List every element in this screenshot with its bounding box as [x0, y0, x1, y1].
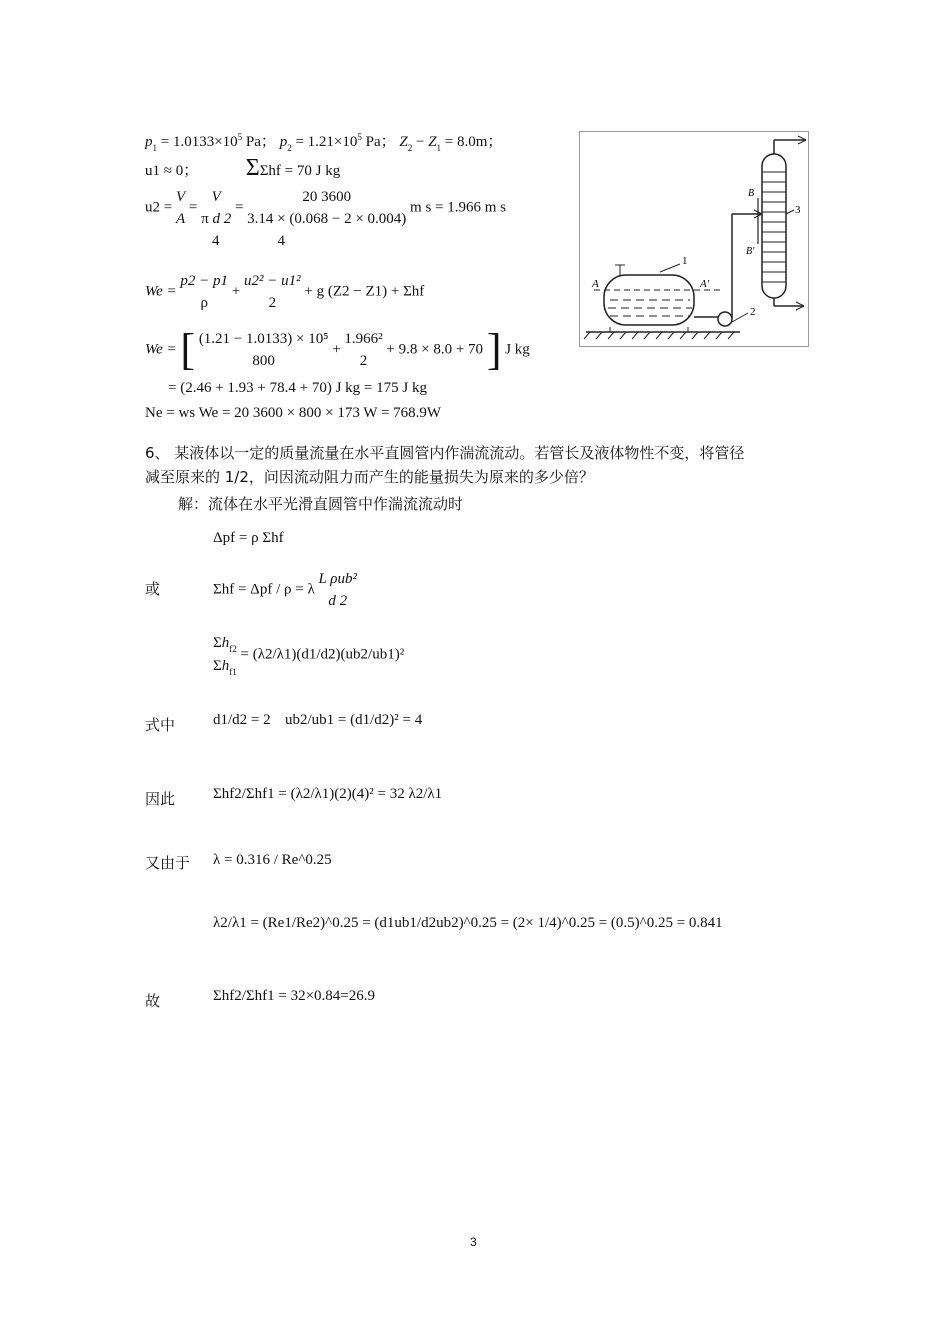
- q6-line2: 减至原来的 1/2，问因流动阻力而产生的能量损失为原来的多少倍？: [145, 468, 594, 486]
- thus-label: 因此: [145, 790, 176, 808]
- label-b: B: [748, 188, 755, 199]
- q6-solution-intro: 解：流体在水平光滑直圆管中作湍流流动时: [178, 495, 464, 513]
- ratio-equation: $\Sigma h_{f2}$ $\Sigma h_{f1}$ = (λ2/λ1)(d1/d2)(ub2/ub1)²: [213, 635, 405, 677]
- label-2: 2: [750, 306, 756, 318]
- u2-pi-denominator: 4 4: [212, 233, 285, 249]
- so-label: 故: [145, 992, 161, 1010]
- we-equation: We = p2 − p1 ρ + u2² − u1² 2 + g (Z2 − Z1) + Σhf: [145, 273, 425, 311]
- we-result: = (2.46 + 1.93 + 78.4 + 70) J kg = 175 J kg: [168, 380, 427, 396]
- since-equation: λ = 0.316 / Re^0.25: [213, 852, 332, 868]
- where-label: 式中: [145, 716, 176, 734]
- ne-result: Ne = ws We = 20 3600 × 800 × 173 W = 768.9W: [145, 405, 442, 421]
- or-label: 或: [145, 580, 161, 598]
- q6-line1: 6、 某液体以一定的质量流量在水平直圆管内作湍流流动。若管长及液体物性不变，将管径: [145, 444, 745, 462]
- where-eq-diameter: d1/d2 = 2: [213, 712, 271, 728]
- pressure-drop-eq: Δpf = ρ Σhf: [213, 530, 284, 546]
- page-number: 3: [470, 1235, 477, 1249]
- tank-pump-column-diagram: [580, 132, 808, 346]
- label-1: 1: [682, 255, 688, 267]
- velocity-friction-line: u1 ≈ 0； ΣΣhf = 70 J kg: [145, 155, 341, 181]
- label-b-prime: B′: [746, 246, 755, 257]
- given-values-line: $p_1 = 1.0133\times 10^5$ Pa； $p_2 = 1.21\times 10^5$ Pa； $Z_2 - Z_1 = 8.0m$；: [145, 132, 503, 153]
- friction-total: Σhf = 70 J kg: [259, 163, 341, 179]
- lambda-ratio-equation: λ2/λ1 = (Re1/Re2)^0.25 = (d1ub1/d2ub2)^0.25 = (2× 1/4)^0.25 = (0.5)^0.25 = 0.841: [213, 915, 723, 931]
- thus-equation: Σhf2/Σhf1 = (λ2/λ1)(2)(4)² = 32 λ2/λ1: [213, 786, 443, 802]
- equipment-figure: [579, 131, 809, 347]
- since-label: 又由于: [145, 854, 191, 872]
- label-a: A: [592, 278, 599, 290]
- label-a-prime: A′: [700, 278, 710, 290]
- u1-approx: u1 ≈ 0；: [145, 163, 199, 179]
- so-equation: Σhf2/Σhf1 = 32×0.84=26.9: [213, 988, 375, 1004]
- where-eq-velocity: ub2/ub1 = (d1/d2)² = 4: [285, 712, 423, 728]
- label-3: 3: [795, 204, 801, 216]
- u2-equation: u2 = V A = V π d 2 = 20 3600 3.14 × (0.068 − 2 × 0.004) m s = 1.966 m s: [145, 189, 507, 227]
- or-equation: Σhf = Δpf / ρ = λ L ρub² d 2: [213, 571, 357, 609]
- we-numeric-equation: We = [ (1.21 − 1.0133) × 10⁵ 800 + 1.966² 2 + 9.8 × 8.0 + 70 ] J kg: [145, 325, 530, 374]
